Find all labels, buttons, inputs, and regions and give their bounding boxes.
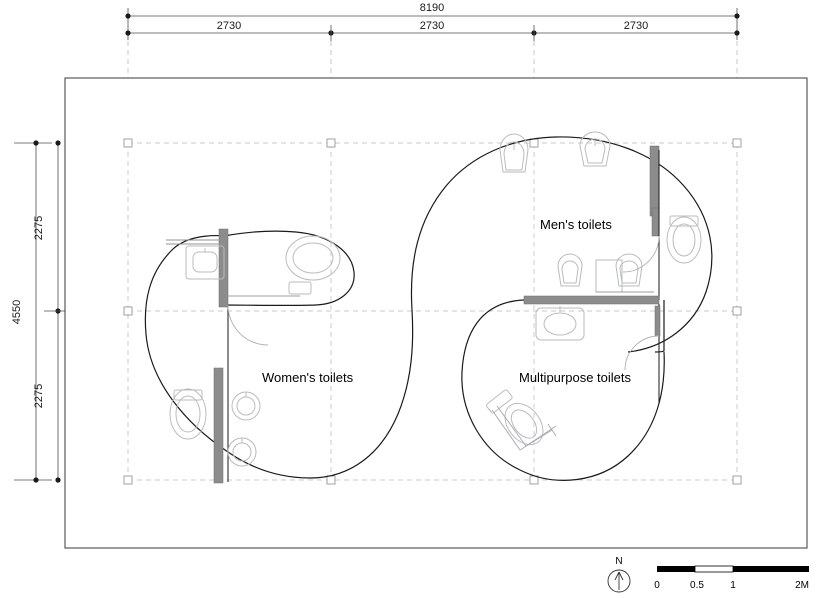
left-dimension-2: 2275 — [33, 383, 45, 409]
scale-tick-2: 1 — [730, 580, 736, 591]
scale-bar — [654, 566, 809, 591]
scale-seg-3 — [733, 566, 809, 572]
wall-multipurpose-jamb — [655, 306, 660, 336]
top-dimension-chain — [125, 2, 739, 78]
dim-tick — [125, 30, 130, 35]
wall-mens-door-jamb — [652, 208, 659, 236]
scale-tick-0: 0 — [654, 580, 660, 591]
wall-mens-upper — [650, 146, 659, 216]
north-arrow-head-left — [615, 572, 619, 580]
top-dimension-1: 2730 — [216, 20, 242, 32]
north-arrow-head-right — [619, 572, 623, 580]
left-dimension-1: 2275 — [33, 215, 45, 241]
scale-tick-3: 2M — [795, 580, 809, 591]
north-arrow — [608, 556, 630, 592]
wall-multipurpose-top — [524, 296, 659, 304]
scale-seg-2 — [695, 566, 733, 572]
wall-womens-lower — [214, 368, 223, 483]
dim-tick — [734, 30, 739, 35]
room-label-mens: Men's toilets — [540, 217, 612, 232]
dim-tick — [33, 140, 38, 145]
scale-seg-1 — [657, 566, 695, 572]
top-dimension-2: 2730 — [419, 20, 445, 32]
overall-height-label: 4550 — [11, 299, 23, 325]
room-label-womens: Women's toilets — [262, 370, 354, 385]
dim-tick — [55, 477, 60, 482]
overall-width-label: 8190 — [419, 2, 445, 14]
dim-tick — [125, 13, 130, 18]
dim-tick — [33, 477, 38, 482]
dim-tick — [55, 140, 60, 145]
north-arrow-label: N — [615, 556, 623, 567]
top-dimension-3: 2730 — [623, 20, 649, 32]
dim-tick — [734, 13, 739, 18]
room-label-multipurpose: Multipurpose toilets — [519, 370, 631, 385]
scale-tick-1: 0.5 — [690, 580, 704, 591]
